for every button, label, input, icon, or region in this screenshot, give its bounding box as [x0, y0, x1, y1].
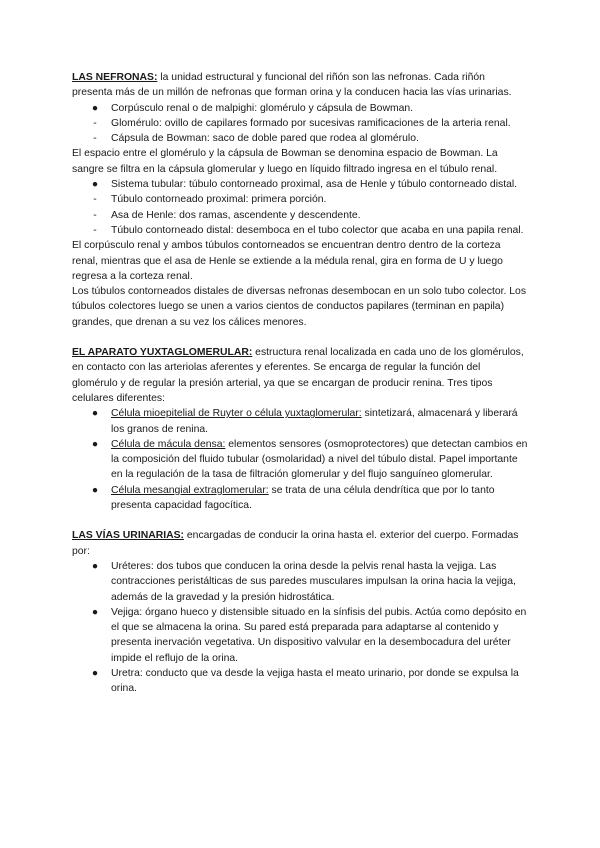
nefronas-intro: LAS NEFRONAS: la unidad estructural y funcional del riñón son las nefronas. Cada riñón presenta más de un millón de nefronas que forman orina y la conducen hacia las vías urinarias. — [72, 72, 512, 99]
bullet-marker: ● — [91, 484, 99, 496]
term-label: Célula mesangial extraglomerular: — [111, 484, 269, 496]
dash-marker: - — [93, 209, 97, 221]
dash-marker: - — [93, 117, 97, 129]
bullet-marker: ● — [91, 606, 99, 618]
vias-list — [72, 559, 528, 697]
vias-heading: LAS VÍAS URINARIAS: — [72, 530, 184, 542]
aparato-intro: EL APARATO YUXTAGLOMERULAR: estructura renal localizada en cada uno de los glomérulos, en contacto con las arteriolas aferentes y eferentes. Se encarga de regular la función del glomérulo y de regular la presión arterial, ya que se encargan de producir renina. Tres tipos celulares diferentes: — [72, 347, 524, 404]
list-item: ● Sistema tubular: túbulo contorneado proximal, asa de Henle y túbulo contorneado distal. — [72, 177, 528, 192]
section-aparato-yuxtaglomerular — [72, 345, 528, 513]
list-item: ● Vejiga: órgano hueco y distensible situado en la sínfisis del pubis. Actúa como depósito en el que se almacena la orina. Su pared está preparada para adaptarse al contenido y presenta inervación vegetativa. Un dispositivo valvular en la desembocadura del uréter impide el reflujo de la orina. — [91, 606, 527, 664]
list-item: ● Célula mioepitelial de Ruyter o célula yuxtaglomerular: sintetizará, almacenará y liberará los granos de renina. — [91, 408, 518, 435]
list-item: - Cápsula de Bowman: saco de doble pared que rodea al glomérulo. — [72, 131, 528, 146]
bullet-marker: ● — [91, 438, 99, 450]
nefronas-paragraph-bowman: El espacio entre el glomérulo y la cápsula de Bowman se denomina espacio de Bowman. La sangre se filtra en la cápsula glomerular y luego en líquido filtrado ingresa en el túbulo renal. — [72, 148, 498, 175]
list-item: - Asa de Henle: dos ramas, ascendente y descendente. — [72, 208, 528, 223]
dash-marker: - — [93, 194, 97, 206]
term-label: Célula de mácula densa: — [111, 438, 226, 450]
nefronas-paragraph-colector: Los túbulos contorneados distales de diversas nefronas desembocan en un solo tubo colector. Los túbulos colectores luego se unen a varios cientos de conductos papilares (terminan en papila) grandes, que drenan a su vez los cálices menores. — [72, 286, 527, 328]
list-item: ● Uréteres: dos tubos que conducen la orina desde la pelvis renal hasta la vejiga. Las contracciones peristálticas de sus paredes musculares impulsan la orina hacia la vejiga, además de la gravedad y la presión hidrostática. — [91, 560, 516, 603]
dash-marker: - — [93, 133, 97, 145]
nefronas-paragraph-corteza: El corpúsculo renal y ambos túbulos contorneados se encuentran dentro dentro de la corteza renal, mientras que el asa de Henle se extiende a la médula renal, gira en forma de U y luego regresa a la corteza renal. — [72, 240, 503, 282]
nefronas-heading: LAS NEFRONAS: — [72, 72, 158, 83]
section-vias-urinarias — [72, 528, 528, 696]
list-item: - Glomérulo: ovillo de capilares formado por sucesivas ramificaciones de la arteria renal. — [72, 116, 528, 131]
section-nefronas — [72, 70, 528, 330]
list-item: ● Uretra: conducto que va desde la vejiga hasta el meato urinario, por donde se expulsa la orina. — [91, 667, 519, 695]
nefronas-list-tubular — [72, 177, 528, 238]
bullet-marker: ● — [91, 408, 99, 420]
bullet-marker: ● — [91, 560, 99, 572]
nefronas-list-corpusculo — [72, 101, 528, 147]
list-item: ● Corpúsculo renal o de malpighi: glomérulo y cápsula de Bowman. — [72, 101, 528, 116]
bullet-marker: ● — [91, 102, 99, 114]
bullet-marker: ● — [91, 179, 99, 191]
aparato-heading: EL APARATO YUXTAGLOMERULAR: — [72, 347, 253, 359]
list-item: - Túbulo contorneado distal: desemboca en el tubo colector que acaba en una papila renal. — [72, 223, 528, 238]
vias-intro: LAS VÍAS URINARIAS: encargadas de conducir la orina hasta el. exterior del cuerpo. Formadas por: — [72, 530, 519, 557]
list-item: ● Célula mesangial extraglomerular: se trata de una célula dendrítica que por lo tanto presenta capacidad fagocítica. — [91, 484, 495, 512]
dash-marker: - — [93, 224, 97, 236]
list-item: ● Célula de mácula densa: elementos sensores (osmoprotectores) que detectan cambios en la composición del fluido tubular (osmolaridad) a nivel del túbulo distal. Papel importante en la regulación de la tasa de filtración glomerular y del flujo sanguíneo glomerular. — [91, 438, 528, 481]
term-label: Célula mioepitelial de Ruyter o célula yuxtaglomerular: — [111, 408, 362, 420]
list-item: - Túbulo contorneado proximal: primera porción. — [72, 192, 528, 207]
document-content — [72, 70, 528, 697]
aparato-cell-list — [72, 406, 528, 513]
bullet-marker: ● — [91, 667, 99, 679]
